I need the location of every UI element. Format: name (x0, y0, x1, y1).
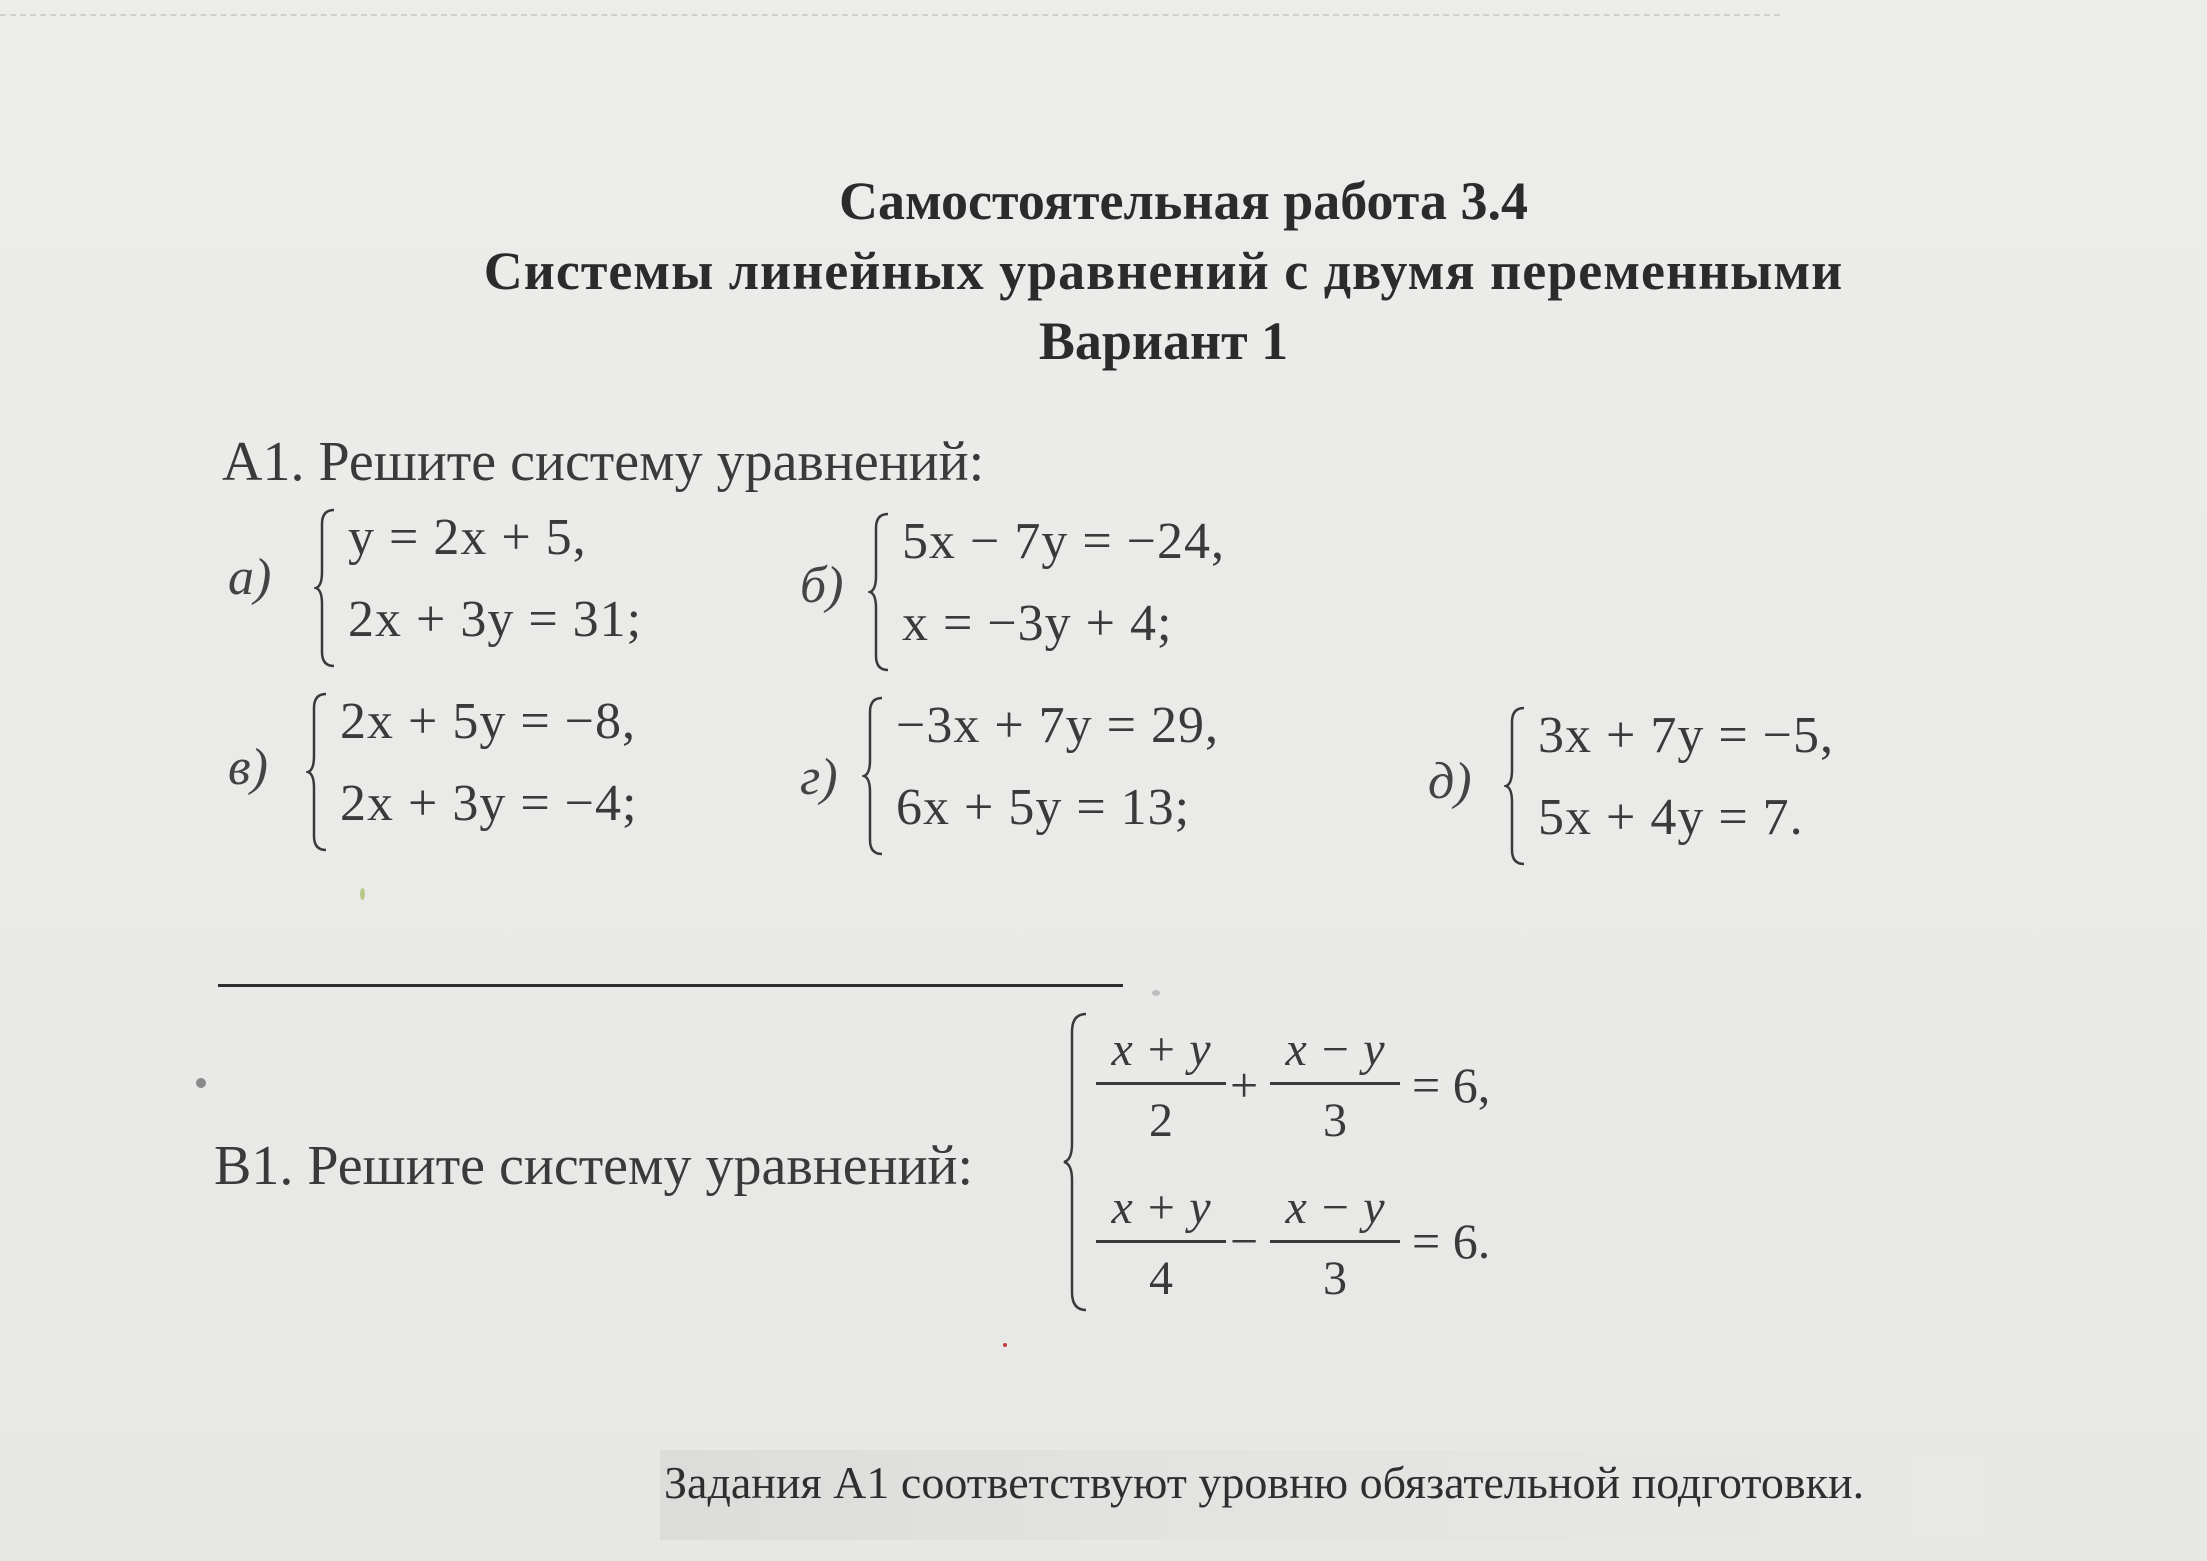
fraction (1096, 1022, 1226, 1148)
system-g (862, 696, 1262, 856)
fraction (1270, 1180, 1400, 1306)
system-label-g: г) (800, 749, 838, 806)
fraction (1096, 1180, 1226, 1306)
fraction-numerator: x − y (1285, 1181, 1385, 1234)
fraction-denominator: 3 (1323, 1252, 1347, 1305)
scan-speck (360, 888, 365, 900)
fraction-denominator: 4 (1149, 1252, 1173, 1305)
fraction-denominator: 2 (1149, 1094, 1173, 1147)
equation-1: 2x + 5y = −8, (340, 693, 636, 750)
system-b (868, 512, 1268, 672)
system-label-d: д) (1428, 753, 1472, 810)
left-brace-icon (868, 512, 890, 672)
equation-2: 6x + 5y = 13; (896, 779, 1191, 836)
footer-note: Задания А1 соответствуют уровню обязательной подготовки. (664, 1457, 1865, 1508)
system-a (314, 508, 674, 668)
equation-1: −3x + 7y = 29, (896, 697, 1219, 754)
system-label-b: б) (800, 557, 844, 614)
page-subtitle: Системы линейных уравнений с двумя переменными (483, 241, 1844, 301)
system-d (1504, 706, 1884, 866)
page-title: Самостоятельная работа 3.4 (838, 171, 1528, 231)
scan-speck (1003, 1343, 1007, 1347)
equation-rhs: = 6, (1412, 1057, 1491, 1113)
fraction (1270, 1022, 1400, 1148)
left-brace-icon (862, 696, 884, 856)
left-brace-icon (1062, 1012, 1088, 1312)
operator: + (1230, 1057, 1259, 1113)
fraction-numerator: x − y (1285, 1023, 1385, 1076)
fold-line (0, 14, 1780, 17)
equation-2: x = −3y + 4; (902, 595, 1173, 652)
left-brace-icon (306, 692, 328, 852)
variant-label: Вариант 1 (1038, 311, 1289, 371)
section-divider (218, 984, 1123, 987)
system-label-v: в) (228, 739, 268, 796)
fraction-numerator: x + y (1111, 1023, 1211, 1076)
task-a1-heading: А1. Решите систему уравнений: (222, 431, 985, 493)
equation-rhs: = 6. (1412, 1213, 1491, 1269)
left-brace-icon (1504, 706, 1526, 866)
equation-2: 5x + 4y = 7. (1538, 789, 1804, 846)
system-b1 (1062, 1012, 1562, 1312)
fraction-numerator: x + y (1111, 1181, 1211, 1234)
equation-1: y = 2x + 5, (348, 509, 587, 566)
system-v (306, 692, 686, 852)
system-label-a: а) (228, 549, 272, 606)
equation-2: 2x + 3y = 31; (348, 591, 643, 648)
fraction-denominator: 3 (1323, 1094, 1347, 1147)
equation-2: 2x + 3y = −4; (340, 775, 638, 832)
operator: − (1230, 1213, 1259, 1269)
task-b1-heading: В1. Решите систему уравнений: (214, 1135, 974, 1197)
scan-speck (1152, 990, 1160, 996)
equation-1: 5x − 7y = −24, (902, 513, 1225, 570)
left-brace-icon (314, 508, 336, 668)
scan-speck (196, 1078, 206, 1088)
equation-1: 3x + 7y = −5, (1538, 707, 1834, 764)
